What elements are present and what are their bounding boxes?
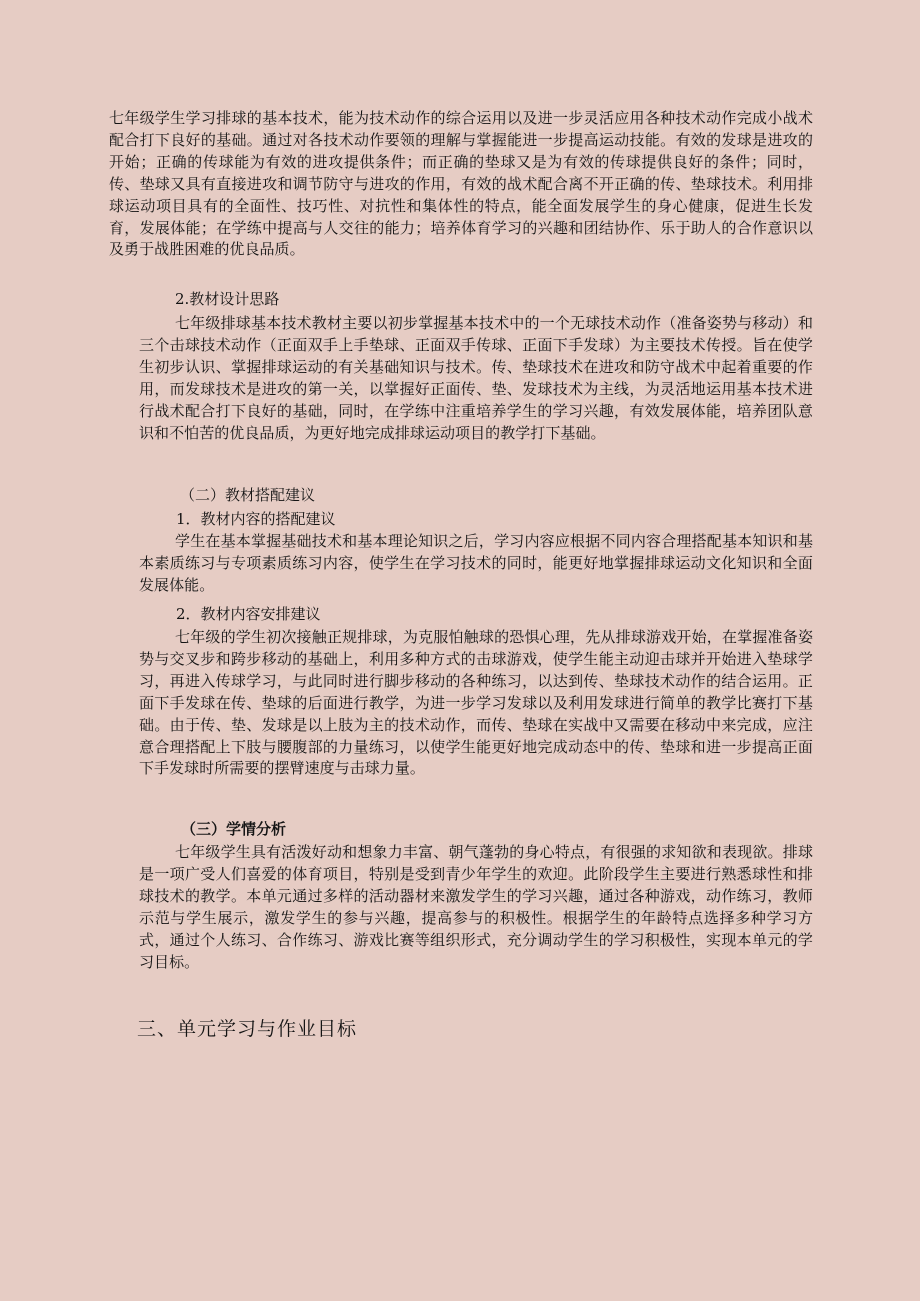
heading-matching-suggestion: （二）教材搭配建议: [180, 486, 316, 504]
content-matching-paragraph: 学生在基本掌握基础技术和基本理论知识之后，学习内容应根据不同内容合理搭配基本知识和基本素质练习与专项素质练习内容，使学生在学习技术的同时，能更好地掌握排球运动文化知识和全面发展体能。: [139, 532, 813, 594]
heading-content-arrangement: 2．教材内容安排建议: [176, 605, 321, 623]
heading-design-idea: 2.教材设计思路: [175, 290, 280, 308]
heading-content-matching: 1．教材内容的搭配建议: [176, 510, 336, 528]
intro-paragraph: 七年级学生学习排球的基本技术，能为技术动作的综合运用以及进一步灵活应用各种技术动作完成小战术配合打下良好的基础。通过对各技术动作要领的理解与掌握能进一步提高运动技能。有效的发球是进攻的开始；正确的传球能为有效的进攻提供条件；而正确的垫球又是为有效的传球提供良好的条件；同时，传、垫球又具有直接进攻和调节防守与进攻的作用，有效的战术配合离不开正确的传、垫球技术。利用排球运动项目具有的全面性、技巧性、对抗性和集体性的特点，能全面发展学生的身心健康，促进生长发育，发展体能；在学练中提高与人交往的能力；培养体育学习的兴趣和团结协作、乐于助人的合作意识以及勇于战胜困难的优良品质。: [109, 109, 813, 259]
learner-analysis-paragraph: 七年级学生具有活泼好动和想象力丰富、朝气蓬勃的身心特点，有很强的求知欲和表现欲。排球是一项广受人们喜爱的体育项目，特别是受到青少年学生的欢迎。此阶段学生主要进行熟悉球性和排球技术的教学。本单元通过多样的活动器材来激发学生的学习兴趣，通过各种游戏，动作练习，教师示范与学生展示，激发学生的参与兴趣，提高参与的积极性。根据学生的年龄特点选择多种学习方式，通过个人练习、合作练习、游戏比赛等组织形式，充分调动学生的学习积极性，实现本单元的学习目标。: [139, 843, 813, 971]
content-arrangement-paragraph: 七年级的学生初次接触正规排球，为克服怕触球的恐惧心理，先从排球游戏开始，在掌握准备姿势与交叉步和跨步移动的基础上，利用多种方式的击球游戏，使学生能主动迎击球并开始进入垫球学习，再进入传球学习，与此同时进行脚步移动的各种练习，以达到传、垫球技术动作的结合运用。正面下手发球在传、垫球的后面进行教学，为进一步学习发球以及利用发球进行简单的教学比赛打下基础。由于传、垫、发球是以上肢为主的技术动作，而传、垫球在实战中又需要在移动中来完成，应注意合理搭配上下肢与腰腹部的力量练习，以使学生能更好地完成动态中的传、垫球和进一步提高正面下手发球时所需要的摆臂速度与击球力量。: [139, 628, 813, 778]
heading-learner-analysis: （三）学情分析: [181, 820, 287, 838]
section-three-title: 三、单元学习与作业目标: [137, 1018, 358, 1040]
design-paragraph: 七年级排球基本技术教材主要以初步掌握基本技术中的一个无球技术动作（准备姿势与移动）和三个击球技术动作（正面双手上手垫球、正面双手传球、正面下手发球）为主要技术传授。旨在使学生初步认识、掌握排球运动的有关基础知识与技术。传、垫球技术在进攻和防守战术中起着重要的作用，而发球技术是进攻的第一关，以掌握好正面传、垫、发球技术为主线，为灵活地运用基本技术进行战术配合打下良好的基础，同时，在学练中注重培养学生的学习兴趣，有效发展体能，培养团队意识和不怕苦的优良品质，为更好地完成排球运动项目的教学打下基础。: [139, 314, 813, 442]
